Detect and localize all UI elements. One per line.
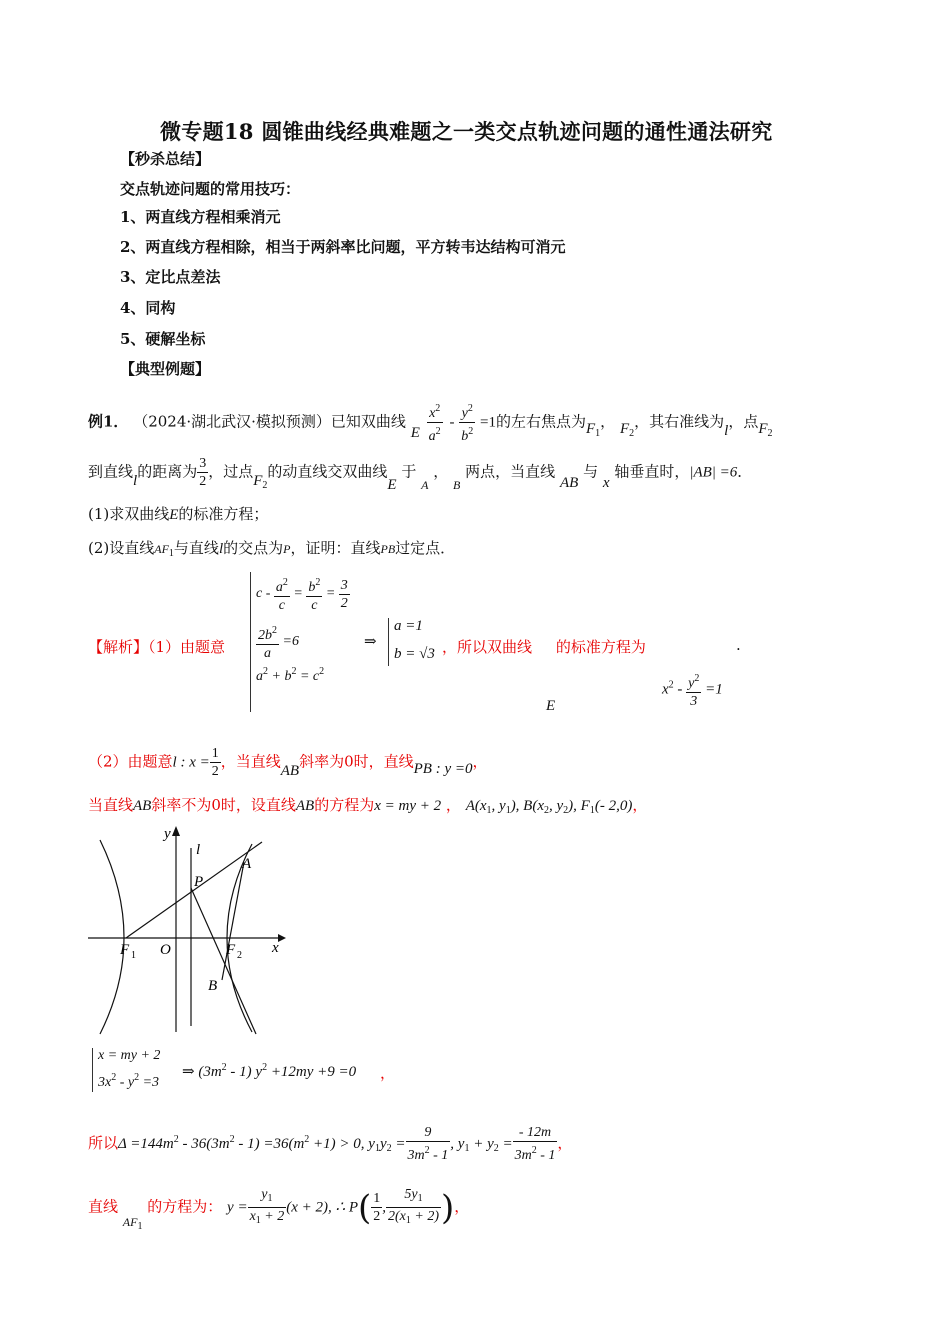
svg-text:1: 1 (131, 950, 136, 961)
example-line-2: 到直线l的距离为 $\frac{3}{2}$ ，过点$F_2$的动直线交双曲线E 于 $_A$ ， $_B$ 两点，当直线 AB 与 x 轴垂直时，|AB| =6． (88, 456, 753, 493)
point-a-label: A (242, 856, 252, 872)
question-1: (1)求双曲线E的标准方程； (88, 505, 269, 523)
solution-part-1-text: ，所以双曲线 的标准方程为 (442, 638, 646, 656)
example-line-1: 例1． （2024·湖北武汉·模拟预测）已知双曲线 E $\frac{x^2}{a^2}$ - $\frac{y^2}{b^2}$ =1的左右焦点为$F_1$， $F_2$，其右准线为l，点$F_2$ (88, 400, 773, 445)
example-label: 例1． (88, 412, 129, 431)
line-l-label: l (196, 842, 201, 858)
technique-item: 2、两直线方程相除，相当于两斜率比问题，平方转韦达结构可消元 (120, 238, 566, 256)
origin-label: O (160, 942, 171, 958)
solution-part-2: （2）由题意l : x = $\frac{1}{2}$ ，当直线AB斜率为0时，直线PB : y =0， (88, 746, 488, 779)
section-examples-heading: 【典型例题】 (120, 360, 211, 378)
technique-item: 5、硬解坐标 (120, 330, 206, 348)
point-f2-label: F (226, 942, 236, 958)
line-af1-equation: 直线 $_{AF_1}$ 的方程为： y = $\frac{y_1}{x_1 + 2}$ (x + 2), ∴ P( $\frac{1}{2}$ , $\frac{5y_1}{2(x_1 + 2)}$ )， (88, 1187, 470, 1232)
x-axis-label: x (272, 940, 279, 956)
discriminant-line: 所以$\Delta =144m^2 - 36(3m^2 - 1) =36(m^2 +1) > 0$, $y_1y_2$ = $\frac{9}{3m^2 - 1}$ , $y_1 + y_2$ = $\frac{- 12m}{3m^2 - 1}$ ， (88, 1125, 573, 1163)
technique-item: 4、同构 (120, 299, 176, 317)
point-b-label: B (208, 978, 218, 994)
y-axis-label: y (164, 826, 171, 842)
page-title: 微专题18 圆锥曲线经典难题之一类交点轨迹问题的通性通法研究 (160, 119, 773, 144)
svg-text:2: 2 (237, 950, 242, 961)
hyperbola-figure (86, 822, 286, 1038)
summary-intro: 交点轨迹问题的常用技巧： (120, 180, 301, 198)
technique-item: 3、定比点差法 (120, 268, 221, 286)
technique-item: 1、两直线方程相乘消元 (120, 208, 281, 226)
section-summary-heading: 【秒杀总结】 (120, 150, 211, 168)
solution-line-3: 当直线AB斜率不为0时，设直线AB的方程为x = my + 2 ， $A(x_1$, $y_1$), $B(x_2$, $y_2$), $F_1(-$ 2,0)， (88, 796, 648, 816)
solution-part-1: 【解析】（1）由题意 (88, 638, 226, 656)
point-p-label: P (194, 874, 204, 890)
point-f1-label: F (120, 942, 130, 958)
question-2: (2)设直线$AF_1$与直线l的交点为P，证明：直线PB过定点． (88, 539, 456, 559)
